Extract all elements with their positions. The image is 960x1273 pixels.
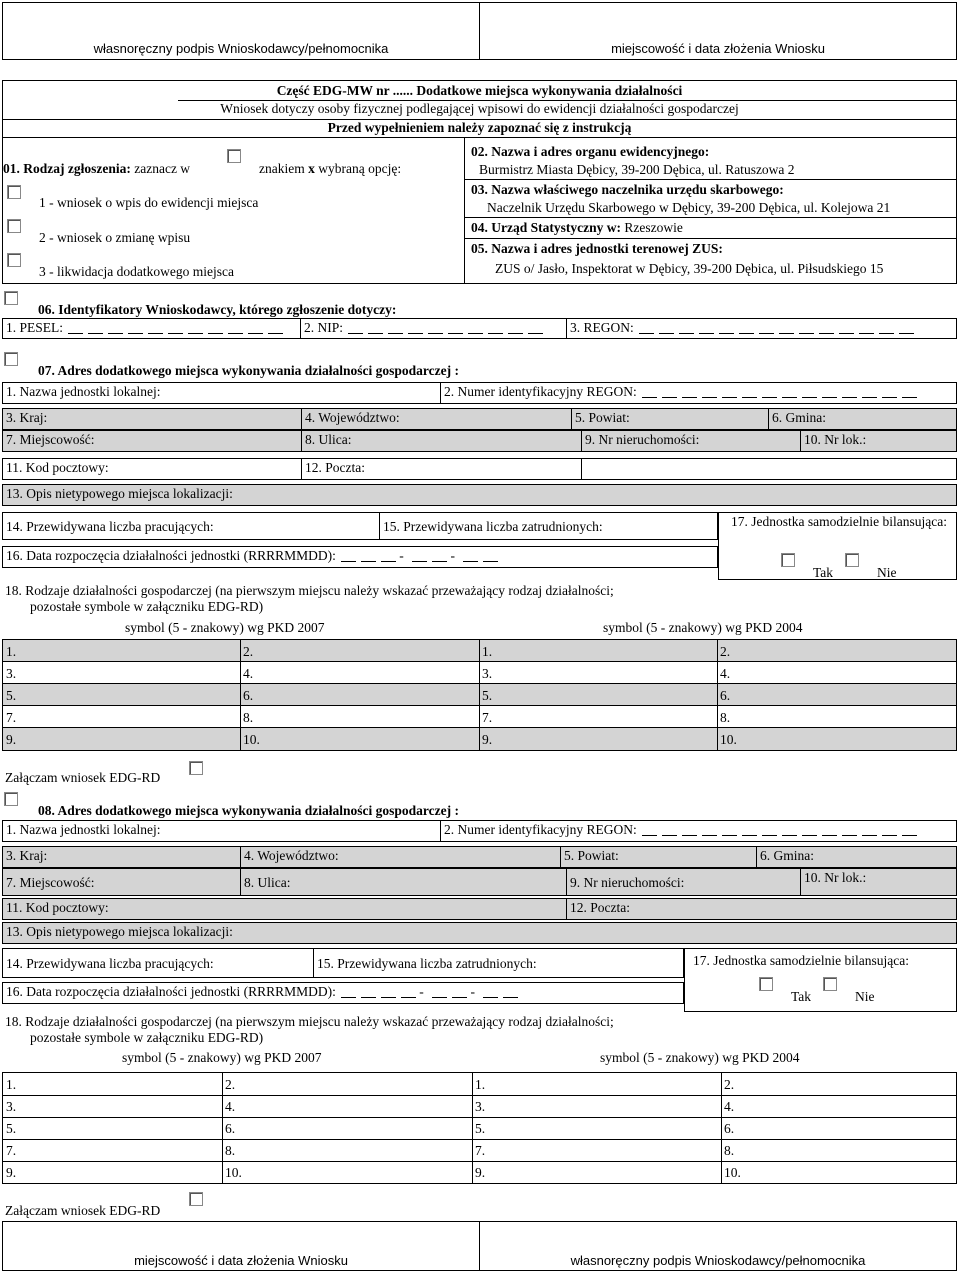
- s07-tak: Tak: [813, 565, 834, 580]
- s07-nie-checkbox[interactable]: [845, 553, 859, 567]
- s07-f12: 12. Poczta:: [305, 460, 365, 475]
- s08-tak: Tak: [791, 989, 812, 1004]
- section-01: [2, 137, 465, 284]
- s07-tak-checkbox[interactable]: [781, 553, 795, 567]
- s07-row-7[interactable]: [2, 546, 718, 568]
- option-1-checkbox[interactable]: [7, 185, 21, 199]
- s08-f17: 17. Jednostka samodzielnie bilansująca:: [693, 953, 909, 968]
- pkd-cell[interactable]: 8.: [720, 710, 731, 725]
- signature-caption: własnoręczny podpis Wnioskodawcy/pełnomocnika: [93, 41, 389, 56]
- option-3-checkbox[interactable]: [7, 253, 21, 267]
- s07-f16: 16. Data rozpoczęcia działalności jednostki (RRRRMMDD): - -: [6, 548, 498, 564]
- s08-pkd2007: symbol (5 - znakowy) wg PKD 2007: [122, 1050, 322, 1065]
- pkd-cell[interactable]: 6.: [720, 688, 731, 703]
- s08-f15: 15. Przewidywana liczba zatrudnionych:: [317, 956, 537, 971]
- pkd-cell[interactable]: 3.: [475, 1099, 486, 1114]
- s08-f7[interactable]: 7. Miejscowość:: [6, 875, 95, 890]
- pkd-cell[interactable]: 1.: [482, 644, 493, 659]
- s07-f17: 17. Jednostka samodzielnie bilansująca:: [731, 514, 947, 529]
- signature-caption-bottom: własnoręczny podpis Wnioskodawcy/pełnomocnika: [570, 1253, 866, 1268]
- s07-row-6: [2, 512, 718, 540]
- s08-row-6: [2, 948, 684, 978]
- pkd-cell[interactable]: 3.: [482, 666, 493, 681]
- s08-title: 08. Adres dodatkowego miejsca wykonywania działalności gospodarczej :: [38, 803, 460, 818]
- s07-row-1: [2, 382, 957, 404]
- s07-f15: 15. Przewidywana liczba zatrudnionych:: [383, 519, 603, 534]
- s07-f18b: pozostałe symbole w załączniku EDG-RD): [30, 599, 264, 614]
- s08-nie: Nie: [855, 989, 875, 1004]
- s08-f8: 8. Ulica:: [244, 875, 291, 890]
- s08-f10: 10. Nr lok.:: [804, 870, 867, 885]
- pesel-label: 1. PESEL:: [6, 320, 283, 336]
- s08-row-4: [2, 898, 957, 920]
- s07-row-3: [2, 430, 957, 452]
- s08-nie-checkbox[interactable]: [823, 977, 837, 991]
- s08-f4: 4. Województwo:: [244, 848, 339, 863]
- sections-02-05: [464, 137, 957, 284]
- pkd-cell[interactable]: 4.: [720, 666, 731, 681]
- pkd-cell[interactable]: 3.: [6, 666, 17, 681]
- s07-title: 07. Adres dodatkowego miejsca wykonywania działalności gospodarczej :: [38, 363, 460, 378]
- s07-row-5: [2, 484, 957, 506]
- s08-f17-box: [684, 948, 957, 1012]
- s07-pkd2004: symbol (5 - znakowy) wg PKD 2004: [603, 620, 803, 635]
- s07-f11[interactable]: 11. Kod pocztowy:: [6, 460, 109, 475]
- s08-tak-checkbox[interactable]: [759, 977, 773, 991]
- s08-f6: 6. Gmina:: [760, 848, 814, 863]
- s07-f6: 6. Gmina:: [772, 410, 826, 425]
- pkd-cell[interactable]: 7.: [475, 1143, 486, 1158]
- s08-row-7[interactable]: [2, 982, 684, 1004]
- s08-checkbox[interactable]: [4, 792, 18, 806]
- pkd-cell[interactable]: 5.: [6, 1121, 17, 1136]
- date-caption: miejscowość i data złożenia Wniosku: [611, 41, 825, 56]
- s07-f1[interactable]: 1. Nazwa jednostki lokalnej:: [6, 384, 161, 399]
- s07-f18a: 18. Rodzaje działalności gospodarczej (na pierwszym miejscu należy wskazać przeważający rodzaj działalności;: [5, 583, 614, 598]
- pkd-cell[interactable]: 4.: [724, 1099, 735, 1114]
- s07-f5: 5. Powiat:: [575, 410, 630, 425]
- s07-f2: 2. Numer identyfikacyjny REGON:: [444, 384, 917, 400]
- s07-f3[interactable]: 3. Kraj:: [6, 410, 48, 425]
- form-instruction: Przed wypełnieniem należy zapoznać się z instrukcją: [327, 120, 632, 135]
- pkd-cell[interactable]: 10.: [243, 732, 260, 747]
- s07-f9: 9. Nr nieruchomości:: [585, 432, 700, 447]
- regon-cell[interactable]: 3. REGON:: [566, 319, 567, 338]
- s08-attach: Załączam wniosek EDG-RD: [5, 1203, 161, 1218]
- s03-value: Naczelnik Urzędu Skarbowego w Dębicy, 39-200 Dębica, ul. Kolejowa 21: [487, 200, 891, 215]
- option-1-label: 1 - wniosek o wpis do ewidencji miejsca: [39, 195, 259, 210]
- option-2-checkbox[interactable]: [7, 219, 21, 233]
- s07-f17-box: [718, 512, 957, 580]
- pkd-cell[interactable]: 6.: [724, 1121, 735, 1136]
- s08-f11[interactable]: 11. Kod pocztowy:: [6, 900, 109, 915]
- pkd-cell[interactable]: 6.: [225, 1121, 236, 1136]
- pkd-cell[interactable]: 5.: [6, 688, 17, 703]
- s07-nie: Nie: [877, 565, 897, 580]
- pkd-cell[interactable]: 9.: [6, 732, 17, 747]
- s01-label: 01. Rodzaj zgłoszenia: zaznacz w: [3, 161, 191, 176]
- s08-f2: 2. Numer identyfikacyjny REGON:: [444, 822, 917, 838]
- s08-f14[interactable]: 14. Przewidywana liczba pracujących:: [6, 956, 214, 971]
- s08-f12: 12. Poczta:: [570, 900, 630, 915]
- s08-pkd-table: [2, 1072, 957, 1184]
- form-subtitle: Wniosek dotyczy osoby fizycznej podlegającej wpisowi do ewidencji działalności gospodarczej: [220, 101, 739, 116]
- s08-row-5: [2, 922, 957, 944]
- option-3-label: 3 - likwidacja dodatkowego miejsca: [39, 264, 234, 279]
- pkd-cell[interactable]: 8.: [225, 1143, 236, 1158]
- s06-checkbox[interactable]: [4, 291, 18, 305]
- legend-checkbox: [227, 149, 241, 163]
- date-box-bottom-left[interactable]: [2, 1221, 480, 1271]
- s07-f14[interactable]: 14. Przewidywana liczba pracujących:: [6, 519, 214, 534]
- s07-checkbox[interactable]: [4, 352, 18, 366]
- pkd-cell[interactable]: 7.: [6, 1143, 17, 1158]
- s06-title: 06. Identyfikatory Wnioskodawcy, którego zgłoszenie dotyczy:: [38, 302, 397, 317]
- date-box-top-right[interactable]: [479, 2, 957, 60]
- pkd-cell[interactable]: 10.: [724, 1165, 741, 1180]
- s05-value: ZUS o/ Jasło, Inspektorat w Dębicy, 39-200 Dębica, ul. Piłsudskiego 15: [495, 261, 884, 276]
- pkd-cell[interactable]: 9.: [482, 732, 493, 747]
- s07-f4: 4. Województwo:: [305, 410, 400, 425]
- s08-pkd2004: symbol (5 - znakowy) wg PKD 2004: [600, 1050, 800, 1065]
- s07-row-2: [2, 408, 957, 430]
- pkd-cell[interactable]: 2.: [243, 644, 254, 659]
- pkd-cell[interactable]: 1.: [475, 1077, 486, 1092]
- s07-row-4: [2, 458, 957, 480]
- pkd-cell[interactable]: 5.: [482, 688, 493, 703]
- pkd-cell[interactable]: 6.: [243, 688, 254, 703]
- s07-f8: 8. Ulica:: [305, 432, 352, 447]
- pkd-cell[interactable]: 4.: [225, 1099, 236, 1114]
- pkd-cell[interactable]: 10.: [720, 732, 737, 747]
- s08-f5: 5. Powiat:: [564, 848, 619, 863]
- option-2-label: 2 - wniosek o zmianę wpisu: [39, 230, 191, 245]
- s07-pkd-table: [2, 639, 957, 751]
- signature-box-bottom-right[interactable]: [479, 1221, 957, 1271]
- s03-label: 03. Nazwa właściwego naczelnika urzędu skarbowego:: [471, 182, 784, 197]
- s08-f3[interactable]: 3. Kraj:: [6, 848, 48, 863]
- s04: 04. Urząd Statystyczny w: Rzeszowie: [471, 220, 683, 235]
- s08-f18b: pozostałe symbole w załączniku EDG-RD): [30, 1030, 264, 1045]
- s08-row-2: [2, 846, 957, 868]
- pkd-cell[interactable]: 7.: [482, 710, 493, 725]
- pkd-cell[interactable]: 1.: [6, 1077, 17, 1092]
- s07-attach-checkbox[interactable]: [189, 761, 203, 775]
- pkd-cell[interactable]: 9.: [6, 1165, 17, 1180]
- pkd-cell[interactable]: 2.: [720, 644, 731, 659]
- s08-attach-checkbox[interactable]: [189, 1192, 203, 1206]
- signature-box-top-left[interactable]: [2, 2, 480, 60]
- nip-cell[interactable]: 2. NIP:: [300, 319, 301, 338]
- pkd-cell[interactable]: 2.: [724, 1077, 735, 1092]
- pkd-cell[interactable]: 2.: [225, 1077, 236, 1092]
- identifiers-row: [2, 318, 957, 339]
- s02-value: Burmistrz Miasta Dębicy, 39-200 Dębica, ul. Ratuszowa 2: [479, 162, 795, 177]
- pkd-cell[interactable]: 9.: [475, 1165, 486, 1180]
- date-caption-bottom: miejscowość i data złożenia Wniosku: [134, 1253, 348, 1268]
- pkd-cell[interactable]: 3.: [6, 1099, 17, 1114]
- s05-label: 05. Nazwa i adres jednostki terenowej ZUS:: [471, 241, 723, 256]
- s07-pkd2007: symbol (5 - znakowy) wg PKD 2007: [125, 620, 325, 635]
- pkd-cell[interactable]: 7.: [6, 710, 17, 725]
- pkd-cell[interactable]: 4.: [243, 666, 254, 681]
- s07-f13[interactable]: 13. Opis nietypowego miejsca lokalizacji:: [6, 486, 233, 501]
- pkd-cell[interactable]: 1.: [6, 644, 17, 659]
- pkd-cell[interactable]: 8.: [724, 1143, 735, 1158]
- s08-f18a: 18. Rodzaje działalności gospodarczej (na pierwszym miejscu należy wskazać przeważający rodzaj działalności;: [5, 1014, 614, 1029]
- form-title: Część EDG-MW nr ...... Dodatkowe miejsca wykonywania działalności: [276, 83, 683, 98]
- s07-f10: 10. Nr lok.:: [804, 432, 867, 447]
- pkd-cell[interactable]: 10.: [225, 1165, 242, 1180]
- form-header: [2, 80, 957, 138]
- s08-f9: 9. Nr nieruchomości:: [570, 875, 685, 890]
- s01-label-b: znakiem x wybraną opcję:: [259, 161, 402, 176]
- s08-row-3: [2, 868, 957, 896]
- s08-f13[interactable]: 13. Opis nietypowego miejsca lokalizacji:: [6, 924, 233, 939]
- s02-label: 02. Nazwa i adres organu ewidencyjnego:: [471, 144, 710, 159]
- s07-f7[interactable]: 7. Miejscowość:: [6, 432, 95, 447]
- s08-f16: 16. Data rozpoczęcia działalności jednostki (RRRRMMDD): - -: [6, 984, 518, 1000]
- s08-f1[interactable]: 1. Nazwa jednostki lokalnej:: [6, 822, 161, 837]
- pkd-cell[interactable]: 8.: [243, 710, 254, 725]
- s08-row-1: [2, 820, 957, 842]
- s07-attach: Załączam wniosek EDG-RD: [5, 770, 161, 785]
- pkd-cell[interactable]: 5.: [475, 1121, 486, 1136]
